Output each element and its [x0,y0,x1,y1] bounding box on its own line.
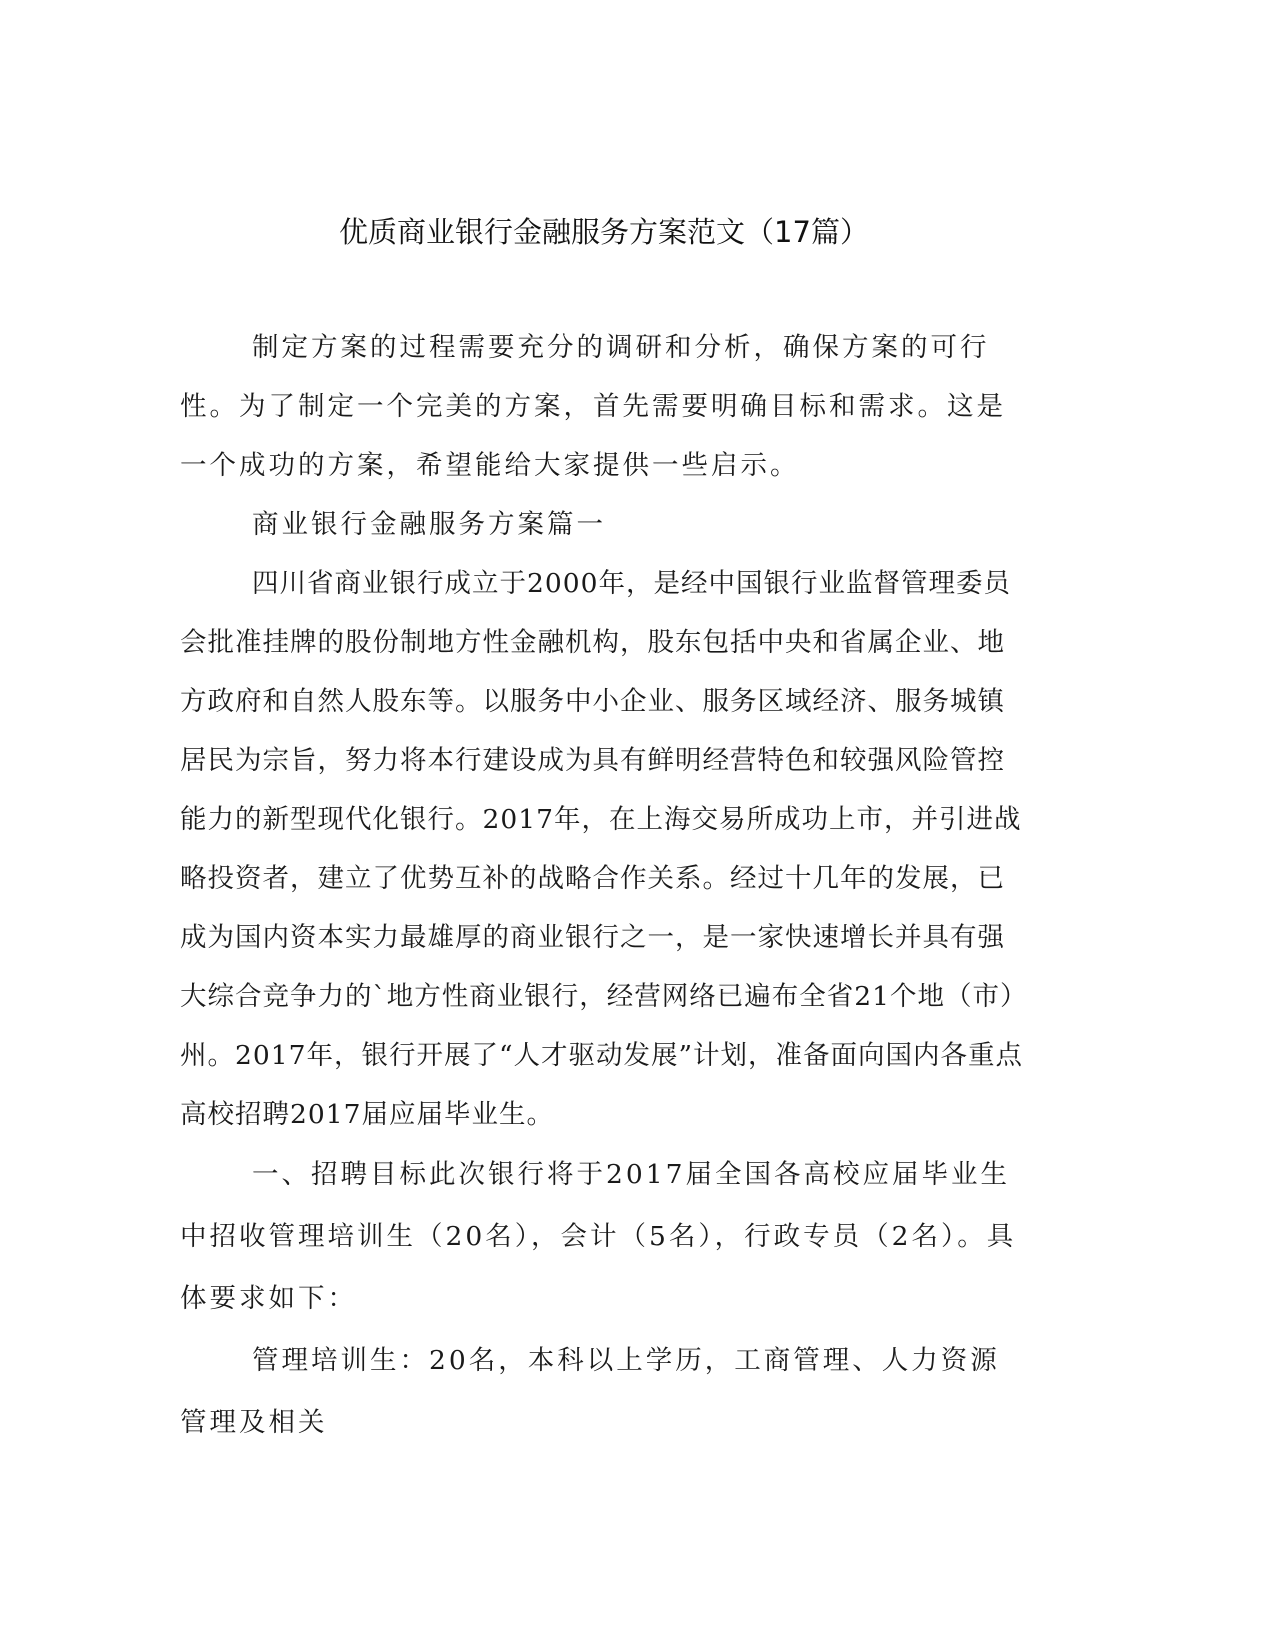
intro-paragraph: 制定方案的过程需要充分的调研和分析，确保方案的可行性。为了制定一个完美的方案，首先需要明确目标和需求。这是一个成功的方案，希望能给大家提供一些启示。 [180,332,1006,481]
document-title: 优质商业银行金融服务方案范文（17篇） [339,215,869,249]
management-trainee-paragraph: 管理培训生：20名，本科以上学历，工商管理、人力资源管理及相关 [180,1345,1000,1438]
section-heading: 商业银行金融服务方案篇一 [252,509,606,540]
document-body [180,318,1028,1454]
bank-overview-paragraph: 四川省商业银行成立于2000年，是经中国银行业监督管理委员会批准挂牌的股份制地方性金融机构，股东包括中央和省属企业、地方政府和自然人股东等。以服务中小企业、服务区域经济、服务城镇居民为宗旨，努力将本行建设成为具有鲜明经营特色和较强风险管控能力的新型现代化银行。2017年，在上海交易所成功上市，并引进战略投资者，建立了优势互补的战略合作关系。经过十几年的发展，已成为国内资本实力最雄厚的商业银行之一，是一家快速增长并具有强大综合竞争力的`地方性商业银行，经营网络已遍布全省21个地（市）州。2017年，银行开展了“人才驱动发展”计划，准备面向国内各重点高校招聘2017届应届毕业生。 [180,568,1028,1130]
recruitment-goal-paragraph: 一、招聘目标此次银行将于2017届全国各高校应届毕业生中招收管理培训生（20名），会计（5名），行政专员（2名）。具体要求如下： [180,1159,1017,1314]
